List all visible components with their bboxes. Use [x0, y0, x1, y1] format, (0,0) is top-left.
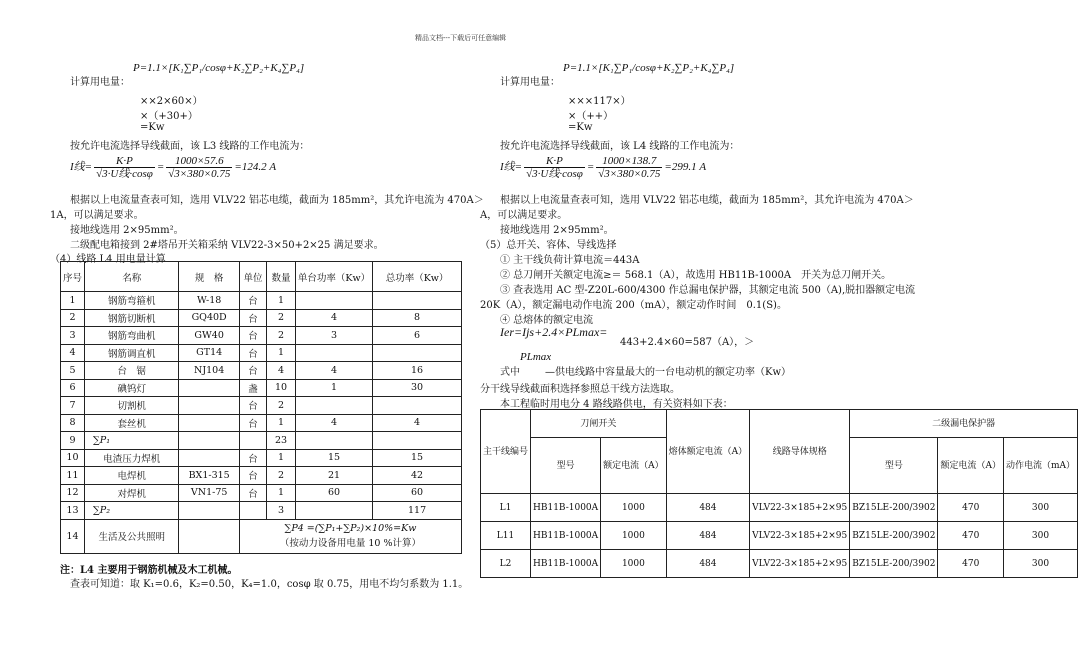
- cell: 300: [1003, 494, 1077, 522]
- right-item-3b: 20K（A），额定漏电动作电流 200（mA），额定动作时间 0.1(S)。: [480, 300, 787, 311]
- cell: 470: [938, 550, 1004, 578]
- right-ground-line: 接地线选用 2×95mm²。: [500, 225, 614, 236]
- cell: [373, 292, 462, 310]
- cell: 台: [239, 292, 266, 310]
- cell: 1: [295, 379, 372, 397]
- table-row-lighting: [61, 519, 462, 553]
- lighting-note: （按动力设备用电量 10 %计算）: [279, 538, 422, 549]
- th-leakage-protector: 二级漏电保护器: [850, 410, 1078, 438]
- th-fuse-current: 熔体额定电流（A）: [666, 410, 750, 494]
- cell: 300: [1003, 550, 1077, 578]
- cell: 盏: [239, 379, 266, 397]
- cell: 台: [239, 327, 266, 345]
- cell: VLV22-3×185+2×95: [750, 494, 850, 522]
- cell: 30: [373, 379, 462, 397]
- cell: 1000: [601, 550, 667, 578]
- right-select-line: 按允许电流选择导线截面，该 L4 线路的工作电流为：: [500, 141, 740, 152]
- cell: 台: [239, 344, 266, 362]
- cell: 生活及公共照明: [85, 519, 179, 553]
- right-current-num2: 1000×138.7: [596, 155, 662, 168]
- cell: 1: [267, 484, 296, 502]
- cell: [179, 519, 239, 553]
- cell: [179, 397, 239, 415]
- th-knife-model: 型号: [531, 438, 601, 494]
- cell: 16: [373, 362, 462, 380]
- cell: 484: [666, 550, 750, 578]
- cell: 3: [295, 327, 372, 345]
- right-para-1b: A，可以满足要求。: [480, 210, 568, 221]
- left-section-title: （4）线路 L4 用电量计算: [50, 254, 166, 265]
- left-select-line: 按允许电流选择导线截面，该 L3 线路的工作电流为：: [70, 141, 310, 152]
- cell: 4: [61, 344, 85, 362]
- right-current-den1: √3·U线·cosφ: [526, 168, 583, 180]
- cell: NJ104: [179, 362, 239, 380]
- right-section5: （5）总开关、容体、导线选择: [480, 240, 617, 251]
- cell: 台: [239, 484, 266, 502]
- cell: 2: [61, 309, 85, 327]
- cell: [179, 502, 239, 520]
- right-item-4: ④ 总熔体的额定电流: [500, 315, 594, 326]
- cell: 42: [373, 467, 462, 485]
- cell: 10: [267, 379, 296, 397]
- cell: GW40: [179, 327, 239, 345]
- cell: 10: [61, 449, 85, 467]
- cell: 1: [267, 292, 296, 310]
- l4-load-table: [60, 261, 462, 554]
- sum2-label: ∑P₂: [85, 502, 179, 520]
- cell: W-18: [179, 292, 239, 310]
- cell: 台: [239, 414, 266, 432]
- right-calc-line-2: ×（++）: [568, 111, 614, 122]
- right-current-den2: √3×380×0.75: [598, 168, 661, 180]
- left-current-result: =124.2 A: [234, 161, 277, 174]
- table-row: [61, 327, 462, 345]
- cell: 1: [267, 344, 296, 362]
- cell: 电渣压力焊机: [85, 449, 179, 467]
- left-current-den1: √3·U线·cosφ: [96, 168, 153, 180]
- th-qty: 数量: [267, 262, 296, 292]
- th-knife-rated: 额定电流（A）: [601, 438, 667, 494]
- table-row-sum2: [61, 502, 462, 520]
- right-calc-line-1: ×××117×）: [568, 96, 631, 107]
- table-row: [61, 379, 462, 397]
- th-unit-power: 单台功率（Kw）: [295, 262, 372, 292]
- right-power-formula: P=1.1×[K₁∑P₁/cosφ+K₂∑P₂+K₄∑P₄]: [563, 62, 735, 74]
- th-knife-switch: 刀闸开关: [531, 410, 667, 438]
- cell: [295, 432, 372, 450]
- left-current-num2: 1000×57.6: [166, 155, 232, 168]
- cell: [179, 449, 239, 467]
- th-no: 序号: [61, 262, 85, 292]
- th-name: 名称: [85, 262, 179, 292]
- cell: 套丝机: [85, 414, 179, 432]
- cell: 12: [61, 484, 85, 502]
- table-row-sum1: [61, 432, 462, 450]
- th-spec: 规 格: [179, 262, 239, 292]
- table-row: [61, 309, 462, 327]
- sum2-value: 117: [373, 502, 462, 520]
- th-leak-action: 动作电流（mA）: [1003, 438, 1077, 494]
- cell: [179, 432, 239, 450]
- table-row: [481, 494, 1078, 522]
- left-note-bold: 注：L4 主要用于钢筋机械及木工机械。: [60, 565, 238, 576]
- cell: 15: [373, 449, 462, 467]
- cell: 碘钨灯: [85, 379, 179, 397]
- cell: VLV22-3×185+2×95: [750, 522, 850, 550]
- mainline-table: [480, 409, 1078, 578]
- left-current-eq: =: [156, 161, 165, 174]
- table-row: [61, 449, 462, 467]
- table-row: [61, 484, 462, 502]
- fuse-formula: Ier=Ijs+2.4×PLmax=: [500, 325, 608, 339]
- fuse-result: 443+2.4×60=587（A），＞: [620, 337, 755, 348]
- cell: 8: [61, 414, 85, 432]
- cell: [295, 344, 372, 362]
- cell: GT14: [179, 344, 239, 362]
- left-current-num1: K·P: [94, 155, 155, 168]
- cell: L1: [481, 494, 531, 522]
- cell: HB11B-1000A: [531, 550, 601, 578]
- cell: VLV22-3×185+2×95: [750, 550, 850, 578]
- cell: 14: [61, 519, 85, 553]
- left-para-1: 根据以上电流量查表可知，选用 VLV22 铝芯电缆，截面为 185mm²，其允许电流为 470A＞: [70, 195, 484, 206]
- left-calc-line-3: =Kw: [140, 122, 165, 133]
- cell: BZ15LE-200/3902: [850, 550, 938, 578]
- cell: 台: [239, 362, 266, 380]
- cell: 484: [666, 494, 750, 522]
- cell: L11: [481, 522, 531, 550]
- cell: [373, 432, 462, 450]
- left-calc-line-2: ×（+30+）: [140, 111, 198, 122]
- cell: 钢筋调直机: [85, 344, 179, 362]
- cell: 60: [373, 484, 462, 502]
- cell: 6: [373, 327, 462, 345]
- table-row: [61, 397, 462, 415]
- cell: 4: [295, 414, 372, 432]
- cell: [239, 502, 266, 520]
- right-current-lhs: I线=: [500, 161, 523, 174]
- cell: HB11B-1000A: [531, 522, 601, 550]
- table-row: [481, 522, 1078, 550]
- cell: 9: [61, 432, 85, 450]
- table-row: [61, 292, 462, 310]
- cell: 1000: [601, 522, 667, 550]
- cell: 台: [239, 309, 266, 327]
- sum2-qty: 3: [267, 502, 296, 520]
- cell: 台: [239, 449, 266, 467]
- right-item-1: ① 主干线负荷计算电流＝443A: [500, 255, 640, 266]
- cell: VN1-75: [179, 484, 239, 502]
- cell: [295, 502, 372, 520]
- cell: 台: [239, 467, 266, 485]
- cell: HB11B-1000A: [531, 494, 601, 522]
- left-current-formula: [70, 155, 276, 180]
- cell: 4: [295, 309, 372, 327]
- right-current-result: =299.1 A: [664, 161, 707, 174]
- cell: 1000: [601, 494, 667, 522]
- cell: 21: [295, 467, 372, 485]
- right-calc-label: 计算用电量：: [500, 77, 560, 88]
- cell: 4: [295, 362, 372, 380]
- table-row: [61, 344, 462, 362]
- cell: 11: [61, 467, 85, 485]
- table-row: [61, 414, 462, 432]
- cell: 台 锯: [85, 362, 179, 380]
- cell: 8: [373, 309, 462, 327]
- cell: 6: [61, 379, 85, 397]
- th-cable-spec: 线路导体规格: [750, 410, 850, 494]
- cell: 钢筋弯曲机: [85, 327, 179, 345]
- cell: 3: [61, 327, 85, 345]
- cell: 15: [295, 449, 372, 467]
- cell: 钢筋切断机: [85, 309, 179, 327]
- cell: 1: [267, 449, 296, 467]
- cell: 13: [61, 502, 85, 520]
- left-secondary-line: 二级配电箱接到 2#塔吊开关箱采纳 VLV22-3×50+2×25 满足要求。: [70, 240, 384, 251]
- cell: 5: [61, 362, 85, 380]
- left-current-den2: √3×380×0.75: [168, 168, 231, 180]
- th-leak-rated: 额定电流（A）: [938, 438, 1004, 494]
- cell: [179, 414, 239, 432]
- th-leak-model: 型号: [850, 438, 938, 494]
- left-current-lhs: I线=: [70, 161, 93, 174]
- pl-symbol: PLmax: [520, 351, 552, 363]
- right-summary-line: 本工程临时用电分 4 路线路供电，有关资料如下表：: [500, 399, 733, 410]
- sum1-value: 23: [267, 432, 296, 450]
- cell: 切割机: [85, 397, 179, 415]
- left-calc-label: 计算用电量：: [70, 77, 130, 88]
- right-current-num1: K·P: [524, 155, 585, 168]
- cell: 484: [666, 522, 750, 550]
- cell: BZ15LE-200/3902: [850, 522, 938, 550]
- right-calc-line-3: =Kw: [568, 122, 593, 133]
- cell: 台: [239, 397, 266, 415]
- cell: BZ15LE-200/3902: [850, 494, 938, 522]
- table-row: [61, 467, 462, 485]
- cell: 1: [267, 414, 296, 432]
- cell: 7: [61, 397, 85, 415]
- cell: 2: [267, 467, 296, 485]
- left-note-line: 查表可知道：取 K₁=0.6，K₂=0.50，K₄=1.0，cosφ 取 0.75，用电不均匀系数为 1.1。: [70, 579, 469, 590]
- cell: 2: [267, 309, 296, 327]
- lighting-formula: ∑P4 =(∑P₁+∑P₂)×10%=Kw: [284, 523, 417, 534]
- cell: 钢筋弯箍机: [85, 292, 179, 310]
- table-row: [61, 362, 462, 380]
- right-current-formula: [500, 155, 706, 180]
- cell: [373, 397, 462, 415]
- sum1-label: ∑P₁: [85, 432, 179, 450]
- cell: 470: [938, 522, 1004, 550]
- cell: 1: [61, 292, 85, 310]
- right-item-3: ③ 查表选用 AC 型-Z20L-600/4300 作总漏电保护器，其额定电流 500（A),脱扣器额定电流: [500, 285, 916, 296]
- cell: 300: [1003, 522, 1077, 550]
- right-branch-line: 分干线导线截面积选择参照总干线方法选取。: [480, 384, 680, 395]
- pl-description: —供电线路中容量最大的一台电动机的额定功率（Kw）: [545, 367, 792, 378]
- page-header: 精品文档---下载后可任意编辑: [415, 34, 507, 42]
- cell: [295, 397, 372, 415]
- cell: 2: [267, 327, 296, 345]
- cell: 2: [267, 397, 296, 415]
- left-ground-line: 接地线选用 2×95mm²。: [70, 225, 184, 236]
- right-item-2: ② 总刀闸开关额定电流≥＝ 568.1（A），故选用 HB11B-1000A 开关为总刀闸开关。: [500, 270, 892, 281]
- cell: [373, 344, 462, 362]
- cell: GQ40D: [179, 309, 239, 327]
- th-main-line: 主干线编号: [481, 410, 531, 494]
- lighting-formula-cell: [239, 519, 461, 553]
- cell: 对焊机: [85, 484, 179, 502]
- cell: [295, 292, 372, 310]
- cell: [239, 432, 266, 450]
- left-power-formula: P=1.1×[K₁∑P₁/cosφ+K₂∑P₂+K₄∑P₄]: [133, 62, 305, 74]
- cell: 60: [295, 484, 372, 502]
- cell: 4: [373, 414, 462, 432]
- right-para-1: 根据以上电流量查表可知，选用 VLV22 铝芯电缆，截面为 185mm²，其允许电流为 470A＞: [500, 195, 914, 206]
- cell: L2: [481, 550, 531, 578]
- th-unit: 单位: [239, 262, 266, 292]
- left-para-1b: 1A，可以满足要求。: [50, 210, 144, 221]
- cell: [179, 379, 239, 397]
- left-calc-line-1: ××2×60×）: [140, 96, 203, 107]
- th-total-power: 总功率（Kw）: [373, 262, 462, 292]
- table-row: [481, 550, 1078, 578]
- pl-prefix: 式中: [500, 367, 520, 378]
- right-current-eq: =: [586, 161, 595, 174]
- cell: 4: [267, 362, 296, 380]
- cell: BX1-315: [179, 467, 239, 485]
- cell: 电焊机: [85, 467, 179, 485]
- cell: 470: [938, 494, 1004, 522]
